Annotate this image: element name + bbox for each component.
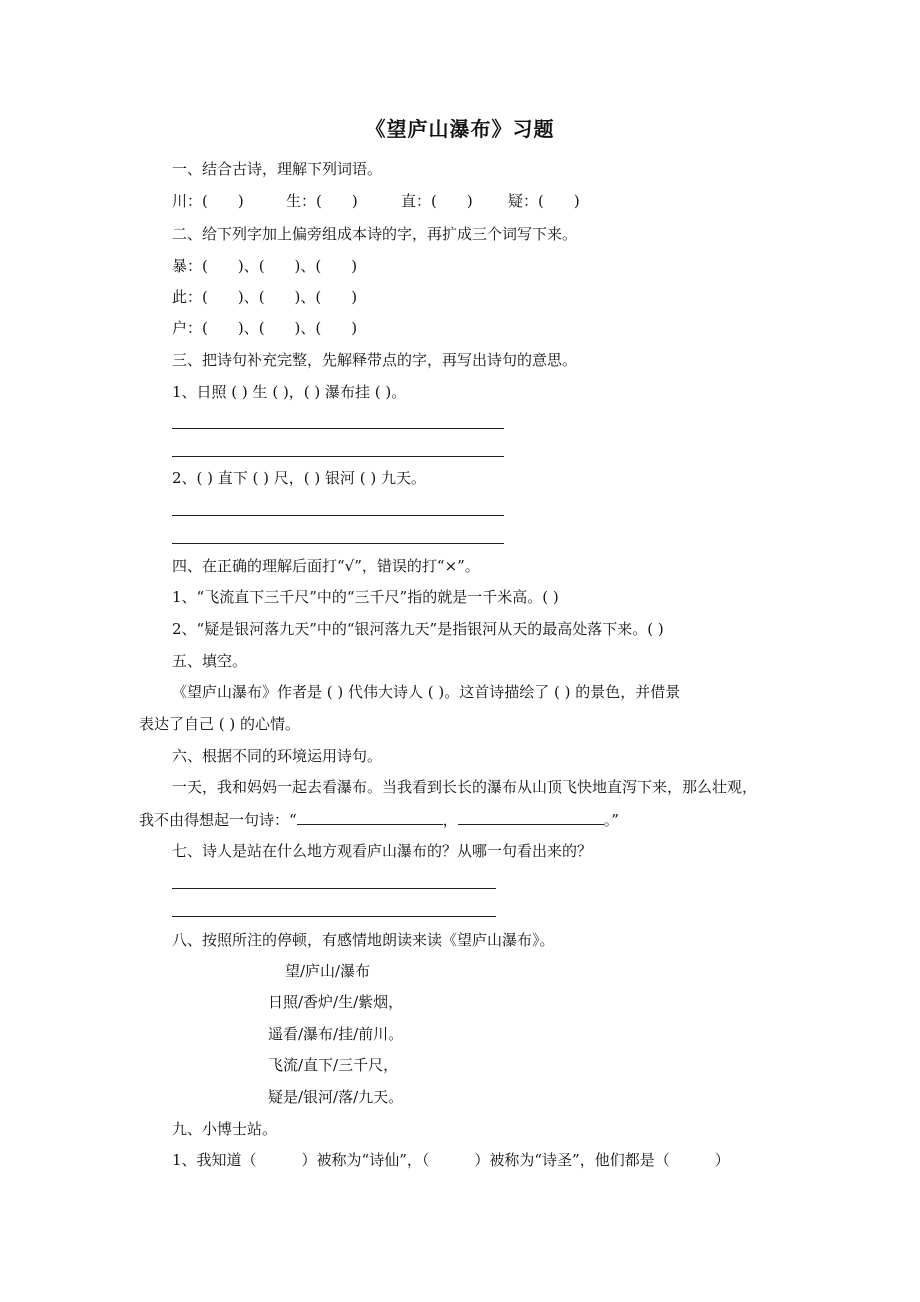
context-paragraph-line-1: 一天，我和妈妈一起去看瀑布。当我看到长长的瀑布从山顶飞快地直泻下来，那么壮观， <box>172 778 758 796</box>
answer-line <box>172 916 496 917</box>
judge-question-1: 1、“飞流直下三千尺”中的“三千尺”指的就是一千米高。( ) <box>172 588 559 606</box>
section-5-heading: 五、填空。 <box>172 652 248 670</box>
section-2-heading: 二、给下列字加上偏旁组成本诗的字，再扩成三个词写下来。 <box>172 225 578 243</box>
poem-fill-2: 2、( ) 直下 ( ) 尺，( ) 银河 ( ) 九天。 <box>172 469 427 487</box>
answer-line <box>172 456 504 457</box>
answer-blank <box>297 810 443 825</box>
section-3-heading: 三、把诗句补充完整，先解释带点的字，再写出诗句的意思。 <box>172 351 578 369</box>
answer-line <box>172 515 504 516</box>
word-row-bao: 暴：( )、( )、( ) <box>172 257 358 275</box>
section-9-heading: 九、小博士站。 <box>172 1120 278 1138</box>
term-sheng: 生：( ) <box>286 192 358 210</box>
poem-title: 望/庐山/瀑布 <box>285 962 371 980</box>
answer-line <box>172 888 496 889</box>
poem-line-2: 遥看/瀑布/挂/前川。 <box>268 1025 404 1043</box>
context-paragraph-line-2 <box>139 810 619 830</box>
answer-line <box>172 543 504 544</box>
section-6-heading: 六、根据不同的环境运用诗句。 <box>172 747 383 765</box>
worksheet-title: 《望庐山瀑布》习题 <box>365 117 555 141</box>
quote-prefix: 我不由得想起一句诗：“ <box>139 811 297 829</box>
poem-line-1: 日照/香炉/生/紫烟， <box>268 993 404 1011</box>
quote-suffix: 。” <box>603 811 619 829</box>
judge-question-2: 2、“疑是银河落九天”中的“银河落九天”是指银河从天的最高处落下来。( ) <box>172 620 664 638</box>
term-chuan: 川：( ) <box>172 192 244 210</box>
section-1-heading: 一、结合古诗，理解下列词语。 <box>172 160 383 178</box>
quiz-question-1: 1、我知道（ ）被称为“诗仙”，（ ）被称为“诗圣”，他们都是（ ） <box>172 1151 730 1169</box>
section-1-items <box>172 191 580 211</box>
poem-line-3: 飞流/直下/三千尺， <box>268 1056 399 1074</box>
answer-blank <box>458 810 604 825</box>
fill-paragraph-line-2: 表达了自己 ( ) 的心情。 <box>139 715 301 733</box>
answer-line <box>172 428 504 429</box>
fill-paragraph-line-1: 《望庐山瀑布》作者是 ( ) 代伟大诗人 ( )。这首诗描绘了 ( ) 的景色，并借景 <box>172 683 681 701</box>
poem-line-4: 疑是/银河/落/九天。 <box>268 1088 404 1106</box>
poem-fill-1: 1、日照 ( ) 生 ( )，( ) 瀑布挂 ( )。 <box>172 383 407 401</box>
section-4-heading: 四、在正确的理解后面打“√”，错误的打“×”。 <box>172 557 480 575</box>
word-row-ci: 此：( )、( )、( ) <box>172 288 358 306</box>
word-row-hu: 户：( )、( )、( ) <box>172 319 358 337</box>
section-8-heading: 八、按照所注的停顿，有感情地朗读来读《望庐山瀑布》。 <box>172 931 555 949</box>
section-7-heading: 七、诗人是站在什么地方观看庐山瀑布的？从哪一句看出来的？ <box>172 842 593 860</box>
quote-separator: ， <box>442 811 458 829</box>
term-zhi: 直：( ) <box>401 192 473 210</box>
term-yi: 疑：( ) <box>508 192 580 210</box>
